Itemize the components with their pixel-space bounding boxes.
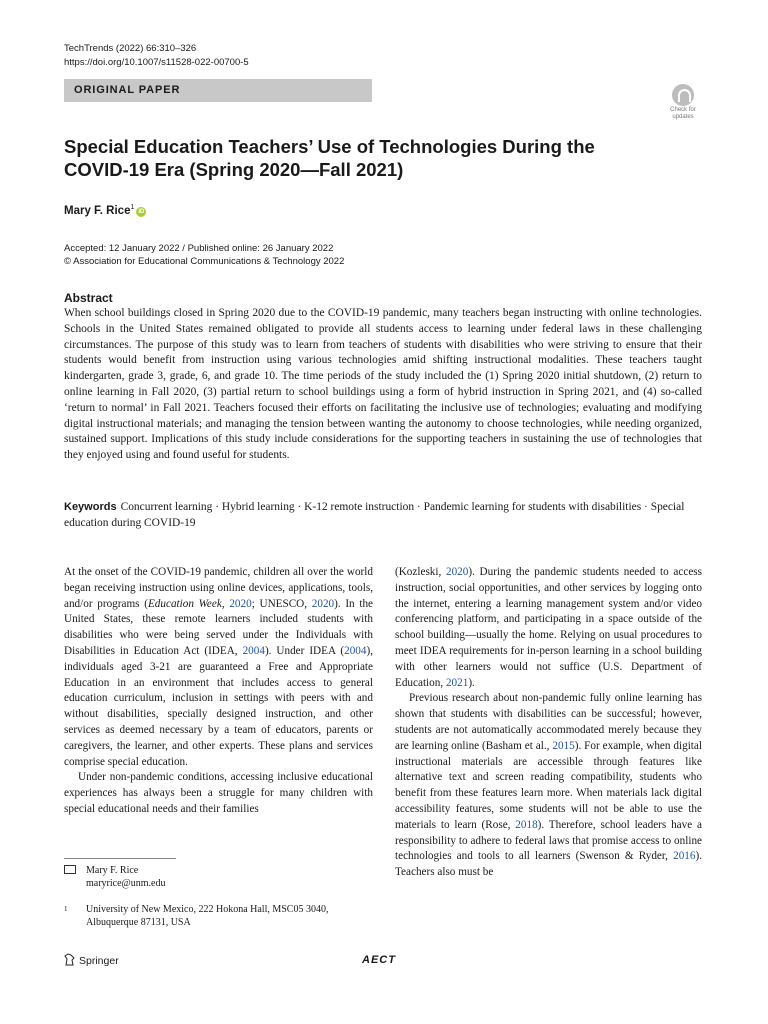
doi-link[interactable]: https://doi.org/10.1007/s11528-022-00700-5 (64, 57, 249, 68)
citation-link[interactable]: 2018 (515, 818, 538, 831)
abstract-heading: Abstract (64, 291, 113, 305)
citation-link[interactable]: 2015 (552, 739, 575, 752)
check-for-updates-badge (672, 84, 694, 106)
affiliation-number: 1 (64, 905, 68, 913)
body-paragraph: Under non-pandemic conditions, accessing inclusive educational experiences has always been a struggle for many children with special educational needs and their families (64, 771, 373, 815)
springer-horse-icon (64, 953, 76, 966)
envelope-icon (64, 864, 80, 877)
contact-email[interactable]: maryrice@unm.edu (86, 878, 166, 889)
body-paragraph (395, 691, 702, 881)
affiliation-text: University of New Mexico, 222 Hokona Hall, MSC05 3040, Albuquerque 87131, USA (86, 904, 329, 928)
journal-citation (64, 42, 249, 70)
text-run: ). (468, 676, 475, 689)
citation-italic: Education Week (147, 597, 222, 610)
text-run: ). During the pandemic students needed to access instruction, social opportunities, and other services by logging onto the internet, entering a learning management system and/or video conferencing platform, and participating in a space outside of the school building—usually the home. Relying on usual procedures to meet IDEA requirements for in-person learning in a school building with other learners would not suffice (U.S. Department of Education, (395, 566, 702, 689)
body-column-right (395, 565, 702, 881)
article-title: Special Education Teachers’ Use of Technologies During the COVID-19 Era (Spring 2020—Fall 2021) (64, 136, 595, 180)
text-run: Previous research about non-pandemic fully online learning has shown that students with disabilities can be successful; however, students are not automatically accommodated merely because they are learning online (Basham et al., (395, 692, 702, 752)
footnote-divider (64, 858, 176, 859)
accepted-published-line: Accepted: 12 January 2022 / Published online: 26 January 2022 (64, 243, 334, 254)
citation-link[interactable]: 2020 (445, 566, 469, 578)
publication-dates (64, 242, 344, 268)
body-column-left (64, 565, 373, 818)
check-for-updates-icon[interactable] (664, 84, 702, 122)
text-run: ). Teachers also must be (395, 850, 702, 879)
citation-link[interactable]: 2004 (242, 644, 265, 657)
journal-line: TechTrends (2022) 66:310–326 (64, 43, 197, 54)
text-run: (Kozleski, (395, 566, 446, 578)
text-run: ). Under IDEA ( (264, 644, 345, 657)
keywords-block (64, 500, 702, 532)
text-run: ; UNESCO, (251, 597, 312, 610)
citation-link[interactable]: 2020 (229, 597, 252, 610)
orcid-icon[interactable]: iD (138, 208, 145, 215)
citation-link[interactable]: 2016 (673, 850, 696, 863)
contact-name: Mary F. Rice (86, 865, 139, 876)
publisher-name: Springer (79, 955, 119, 967)
aect-logo: AECT (362, 954, 396, 966)
check-for-updates-label: Check for updates (670, 107, 696, 120)
keywords-label: Keywords (64, 501, 117, 513)
springer-logo (64, 953, 119, 967)
affiliation-footnote (64, 903, 364, 929)
text-run: ). For example, when digital instructional materials are accessible through features like alternative text and screen reading compatibility, students who benefit from these features learn more. When materials lack digital accessibility features, some students will not be able to use the materials to learn (Rose, (395, 739, 702, 831)
citation-link[interactable]: 2020 (311, 597, 335, 610)
article-type-banner (64, 79, 372, 102)
keywords-text: Concurrent learning · Hybrid learning · K-12 remote instruction · Pandemic learning for students with disabilities · Special education during COVID-19 (64, 501, 685, 529)
body-paragraph (64, 565, 373, 770)
body-paragraph (395, 565, 702, 691)
citation-link[interactable]: 2021 (445, 676, 469, 689)
text-run: At the onset of the COVID-19 pandemic, children all over the world began receiving instruction using online devices, applications, tools, and/or programs ( (64, 566, 373, 610)
affiliation-mark: 1 (130, 204, 135, 211)
text-run: ). In the United States, these remote learners included students with disabilities who were being served under the Individuals with Disabilities in Education Act (IDEA, (64, 597, 374, 657)
citation-link[interactable]: 2004 (344, 644, 367, 657)
corresponding-author-footnote (64, 864, 165, 890)
text-run: ), individuals aged 3-21 are guaranteed a Free and Appropriate Education in an environment that includes access to general education curriculum, inclusion in settings with peers with and without disabilities, specially designed instruction, and other services as deemed necessary by a team of educators, parents or caregivers, the learner, and other experts. These plans and services comprise special education. (64, 644, 374, 768)
copyright-line: © Association for Educational Communications & Technology 2022 (64, 256, 345, 267)
text-run: , (221, 597, 230, 610)
article-type-label: ORIGINAL PAPER (74, 84, 181, 96)
text-run: ). Therefore, school leaders have a responsibility to adhere to federal laws that promise access to online technologies and tools to all learners (Swenson & Ryder, (395, 818, 702, 863)
author-line (64, 204, 146, 217)
author-name[interactable]: Mary F. Rice (64, 204, 131, 217)
abstract-text: When school buildings closed in Spring 2020 due to the COVID-19 pandemic, many teachers began instructing with online technologies. Schools in the United States remained obligated to provide all students access to learning under federal laws in these challenging circumstances. The purpose of this study was to learn from teachers of students with disabilities who were striving to ensure that their students would benefit from instruction using various technologies amid shifting instructional modalities. These teachers taught kindergarten, grade 3, grade, 6, and grade 10. The time periods of the study included the (1) Spring 2020 initial shutdown, (2) return to online learning in Fall 2020, (3) partial return to school buildings using a form of hybrid instruction in Spring 2021, and (4) so-called ‘return to normal’ in Fall 2021. Teachers focused their efforts on facilitating the inclusive use of technologies; evaluating and modifying digital instructional materials; and managing the tension between wanting the autonomy to choose technologies, while needing organized, sustained support. Implications of this study include considerations for the supporting teachers in sustaining the use of technologies that they enjoyed using and found useful for students. (64, 307, 702, 462)
